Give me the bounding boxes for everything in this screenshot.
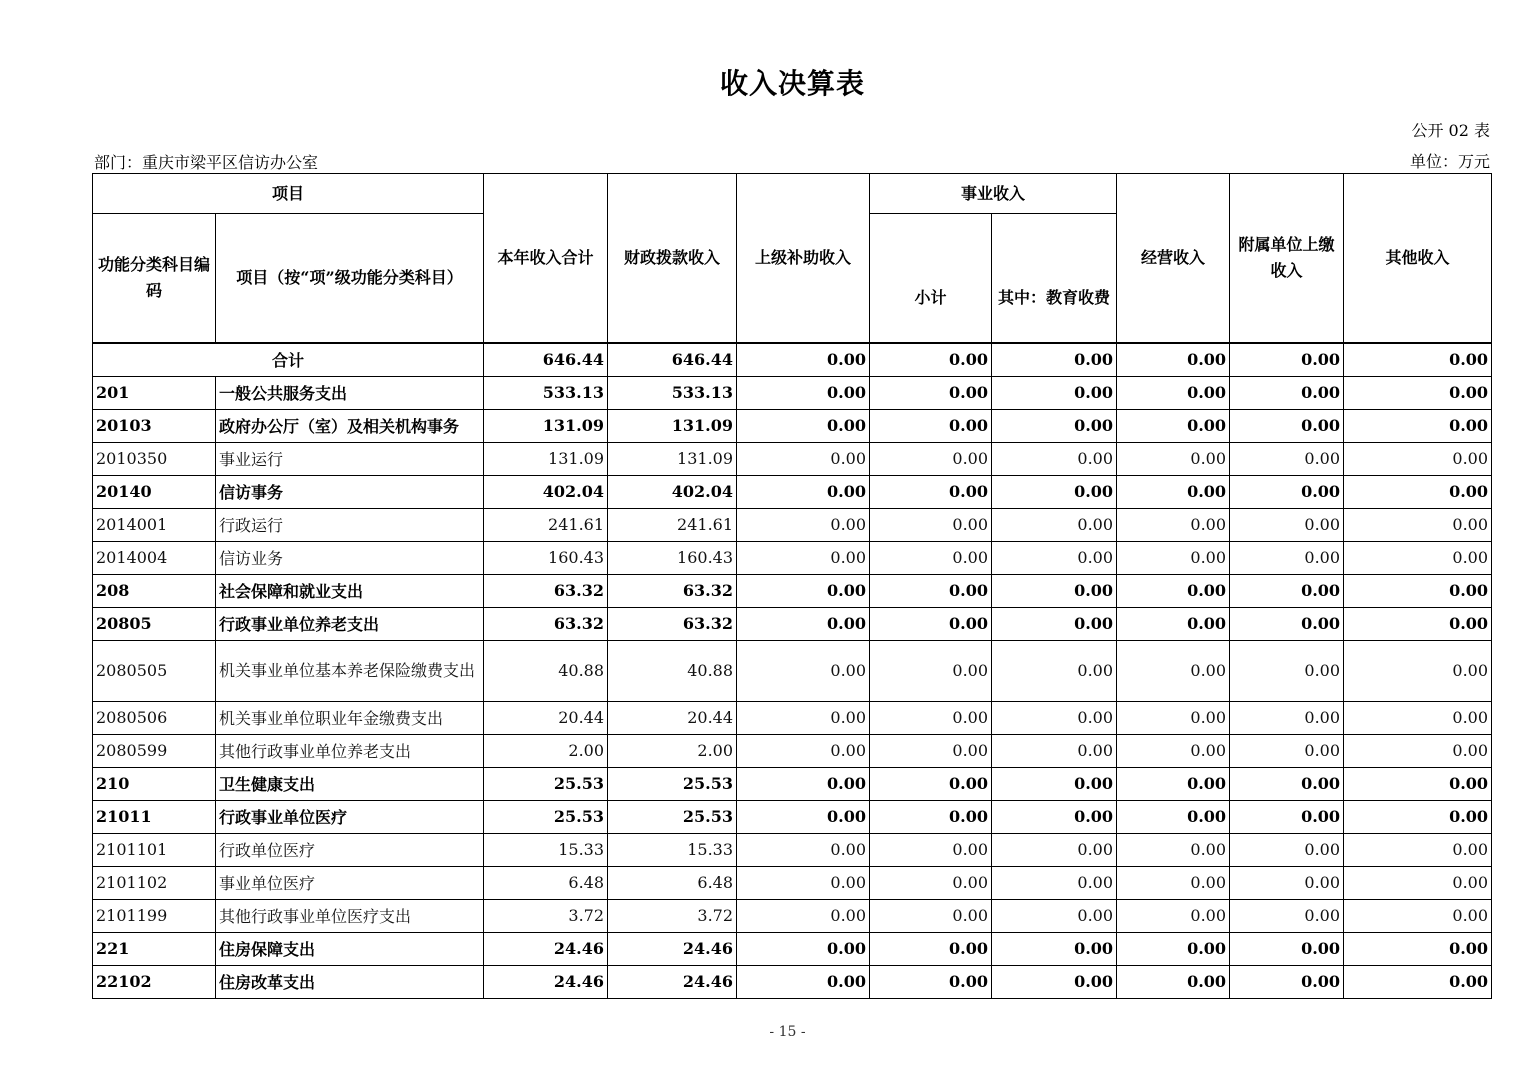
table-row — [93, 800, 1492, 833]
income-table — [92, 173, 1492, 999]
row-value: 0.00 — [1117, 574, 1230, 607]
row-value: 0.00 — [1344, 442, 1492, 475]
row-code: 208 — [93, 574, 216, 607]
row-value: 0.00 — [1230, 607, 1344, 640]
row-value: 0.00 — [1230, 475, 1344, 508]
row-code: 201 — [93, 376, 216, 409]
header-total: 本年收入合计 — [484, 174, 608, 343]
row-value: 0.00 — [737, 866, 870, 899]
row-name: 信访业务 — [216, 541, 484, 574]
row-value: 0.00 — [737, 541, 870, 574]
row-value: 63.32 — [608, 574, 737, 607]
row-code: 2101102 — [93, 866, 216, 899]
row-code: 221 — [93, 932, 216, 965]
row-value: 0.00 — [1230, 376, 1344, 409]
row-name: 事业单位医疗 — [216, 866, 484, 899]
row-value: 0.00 — [870, 701, 992, 734]
row-value: 160.43 — [608, 541, 737, 574]
row-value: 131.09 — [608, 409, 737, 442]
total-cell: 0.00 — [870, 343, 992, 377]
row-value: 0.00 — [737, 442, 870, 475]
row-value: 6.48 — [484, 866, 608, 899]
row-name: 信访事务 — [216, 475, 484, 508]
row-value: 0.00 — [992, 640, 1117, 701]
table-row — [93, 734, 1492, 767]
row-value: 0.00 — [870, 899, 992, 932]
row-value: 131.09 — [484, 442, 608, 475]
table-row — [93, 541, 1492, 574]
row-value: 0.00 — [1117, 376, 1230, 409]
row-value: 0.00 — [737, 833, 870, 866]
row-name: 机关事业单位职业年金缴费支出 — [216, 701, 484, 734]
row-code: 2080506 — [93, 701, 216, 734]
row-value: 241.61 — [608, 508, 737, 541]
form-number: 公开 02 表 — [1411, 121, 1490, 140]
row-code: 20805 — [93, 607, 216, 640]
row-value: 0.00 — [1117, 409, 1230, 442]
row-value: 0.00 — [737, 376, 870, 409]
unit-label: 单位：万元 — [1409, 152, 1490, 171]
row-value: 0.00 — [1344, 409, 1492, 442]
row-value: 0.00 — [1230, 409, 1344, 442]
row-value: 0.00 — [1117, 442, 1230, 475]
row-value: 533.13 — [608, 376, 737, 409]
row-value: 0.00 — [1344, 508, 1492, 541]
row-value: 0.00 — [870, 833, 992, 866]
row-value: 0.00 — [1230, 701, 1344, 734]
page-number: - 15 - — [769, 1024, 806, 1040]
table-row — [93, 475, 1492, 508]
row-value: 0.00 — [1344, 965, 1492, 998]
row-value: 0.00 — [992, 376, 1117, 409]
row-value: 0.00 — [737, 701, 870, 734]
row-value: 131.09 — [484, 409, 608, 442]
total-cell: 646.44 — [608, 343, 737, 377]
total-row — [93, 343, 1492, 377]
row-value: 402.04 — [608, 475, 737, 508]
row-value: 0.00 — [870, 409, 992, 442]
row-value: 0.00 — [1117, 965, 1230, 998]
row-value: 0.00 — [737, 899, 870, 932]
row-value: 0.00 — [870, 640, 992, 701]
table-body — [93, 343, 1492, 999]
header-code: 功能分类科目编码 — [93, 214, 216, 343]
row-value: 0.00 — [992, 734, 1117, 767]
row-value: 0.00 — [992, 800, 1117, 833]
row-value: 15.33 — [484, 833, 608, 866]
header-name: 项目（按“项”级功能分类科目） — [216, 214, 484, 343]
row-name: 卫生健康支出 — [216, 767, 484, 800]
row-value: 0.00 — [870, 541, 992, 574]
row-value: 20.44 — [608, 701, 737, 734]
row-value: 6.48 — [608, 866, 737, 899]
table-row — [93, 508, 1492, 541]
total-label: 合计 — [93, 343, 484, 377]
row-value: 0.00 — [1344, 833, 1492, 866]
row-value: 0.00 — [1117, 932, 1230, 965]
table-row — [93, 574, 1492, 607]
row-value: 0.00 — [1344, 640, 1492, 701]
row-code: 210 — [93, 767, 216, 800]
header-project: 项目 — [93, 174, 484, 214]
row-value: 0.00 — [870, 965, 992, 998]
row-code: 21011 — [93, 800, 216, 833]
row-value: 0.00 — [1230, 734, 1344, 767]
row-value: 0.00 — [1230, 508, 1344, 541]
row-value: 0.00 — [870, 574, 992, 607]
table-row — [93, 442, 1492, 475]
row-name: 事业运行 — [216, 442, 484, 475]
row-value: 0.00 — [992, 701, 1117, 734]
row-value: 2.00 — [608, 734, 737, 767]
row-value: 24.46 — [608, 932, 737, 965]
header-career: 事业收入 — [870, 174, 1117, 214]
row-value: 0.00 — [737, 409, 870, 442]
table-header — [93, 174, 1492, 343]
row-value: 0.00 — [1117, 607, 1230, 640]
row-value: 0.00 — [992, 442, 1117, 475]
row-value: 241.61 — [484, 508, 608, 541]
row-value: 0.00 — [1344, 899, 1492, 932]
row-value: 0.00 — [992, 574, 1117, 607]
row-code: 2014001 — [93, 508, 216, 541]
row-value: 0.00 — [870, 442, 992, 475]
row-value: 0.00 — [992, 833, 1117, 866]
row-value: 0.00 — [1230, 640, 1344, 701]
row-name: 住房改革支出 — [216, 965, 484, 998]
table-row — [93, 376, 1492, 409]
page-title: 收入决算表 — [719, 67, 865, 100]
header-subtotal: 小计 — [870, 214, 992, 343]
table-row — [93, 767, 1492, 800]
row-name: 行政运行 — [216, 508, 484, 541]
row-name: 政府办公厅（室）及相关机构事务 — [216, 409, 484, 442]
row-value: 0.00 — [1344, 574, 1492, 607]
row-code: 2010350 — [93, 442, 216, 475]
row-value: 0.00 — [870, 607, 992, 640]
header-business: 经营收入 — [1117, 174, 1230, 343]
row-name: 机关事业单位基本养老保险缴费支出 — [216, 640, 484, 701]
row-value: 63.32 — [484, 607, 608, 640]
department-label: 部门：重庆市梁平区信访办公室 — [94, 153, 319, 172]
row-value: 0.00 — [992, 409, 1117, 442]
table-row — [93, 833, 1492, 866]
row-value: 0.00 — [1117, 701, 1230, 734]
row-value: 0.00 — [1344, 607, 1492, 640]
row-value: 0.00 — [1344, 541, 1492, 574]
row-code: 22102 — [93, 965, 216, 998]
row-value: 0.00 — [1230, 833, 1344, 866]
row-value: 0.00 — [1117, 508, 1230, 541]
row-value: 0.00 — [1117, 800, 1230, 833]
row-value: 0.00 — [1230, 442, 1344, 475]
row-value: 0.00 — [737, 508, 870, 541]
row-value: 0.00 — [1117, 541, 1230, 574]
total-cell: 0.00 — [1117, 343, 1230, 377]
header-upper: 上级补助收入 — [737, 174, 870, 343]
table-row — [93, 701, 1492, 734]
row-value: 24.46 — [608, 965, 737, 998]
row-value: 0.00 — [870, 767, 992, 800]
table-row — [93, 932, 1492, 965]
row-value: 0.00 — [1344, 734, 1492, 767]
row-value: 0.00 — [737, 475, 870, 508]
row-value: 0.00 — [992, 475, 1117, 508]
row-value: 0.00 — [737, 640, 870, 701]
row-value: 0.00 — [1344, 376, 1492, 409]
row-value: 0.00 — [737, 800, 870, 833]
row-value: 0.00 — [1344, 475, 1492, 508]
row-value: 24.46 — [484, 932, 608, 965]
total-cell: 0.00 — [1230, 343, 1344, 377]
row-value: 0.00 — [737, 574, 870, 607]
row-value: 0.00 — [1117, 767, 1230, 800]
row-code: 2014004 — [93, 541, 216, 574]
row-value: 0.00 — [1230, 541, 1344, 574]
row-value: 0.00 — [1117, 899, 1230, 932]
row-value: 0.00 — [992, 508, 1117, 541]
row-value: 0.00 — [1117, 640, 1230, 701]
row-name: 住房保障支出 — [216, 932, 484, 965]
row-value: 131.09 — [608, 442, 737, 475]
row-value: 0.00 — [870, 866, 992, 899]
row-value: 0.00 — [737, 767, 870, 800]
row-value: 0.00 — [1230, 965, 1344, 998]
row-value: 0.00 — [1230, 932, 1344, 965]
row-code: 2101199 — [93, 899, 216, 932]
row-value: 0.00 — [737, 965, 870, 998]
row-value: 402.04 — [484, 475, 608, 508]
row-code: 20103 — [93, 409, 216, 442]
row-value: 0.00 — [1344, 767, 1492, 800]
row-value: 15.33 — [608, 833, 737, 866]
row-value: 0.00 — [1344, 701, 1492, 734]
row-value: 0.00 — [1117, 475, 1230, 508]
row-value: 0.00 — [1230, 899, 1344, 932]
row-value: 0.00 — [1230, 866, 1344, 899]
row-value: 0.00 — [992, 767, 1117, 800]
row-name: 社会保障和就业支出 — [216, 574, 484, 607]
row-name: 行政事业单位养老支出 — [216, 607, 484, 640]
total-cell: 0.00 — [737, 343, 870, 377]
row-value: 0.00 — [870, 932, 992, 965]
header-fiscal: 财政拨款收入 — [608, 174, 737, 343]
total-cell: 646.44 — [484, 343, 608, 377]
row-value: 2.00 — [484, 734, 608, 767]
row-code: 2080599 — [93, 734, 216, 767]
row-value: 40.88 — [608, 640, 737, 701]
row-value: 533.13 — [484, 376, 608, 409]
row-value: 25.53 — [484, 767, 608, 800]
row-value: 0.00 — [870, 475, 992, 508]
row-code: 20140 — [93, 475, 216, 508]
row-value: 0.00 — [1117, 866, 1230, 899]
row-value: 25.53 — [484, 800, 608, 833]
row-value: 0.00 — [737, 607, 870, 640]
header-other: 其他收入 — [1344, 174, 1492, 343]
row-value: 3.72 — [608, 899, 737, 932]
row-value: 25.53 — [608, 800, 737, 833]
row-value: 63.32 — [608, 607, 737, 640]
row-value: 20.44 — [484, 701, 608, 734]
row-value: 0.00 — [992, 541, 1117, 574]
row-code: 2080505 — [93, 640, 216, 701]
row-value: 63.32 — [484, 574, 608, 607]
row-value: 0.00 — [737, 932, 870, 965]
row-value: 0.00 — [1230, 800, 1344, 833]
row-value: 0.00 — [992, 866, 1117, 899]
row-name: 一般公共服务支出 — [216, 376, 484, 409]
row-value: 0.00 — [737, 734, 870, 767]
row-name: 行政事业单位医疗 — [216, 800, 484, 833]
row-value: 40.88 — [484, 640, 608, 701]
table-row — [93, 899, 1492, 932]
row-value: 0.00 — [992, 899, 1117, 932]
table-row — [93, 409, 1492, 442]
header-education: 其中：教育收费 — [992, 214, 1117, 343]
row-value: 0.00 — [992, 932, 1117, 965]
row-value: 25.53 — [608, 767, 737, 800]
table-row — [93, 965, 1492, 998]
table-row — [93, 866, 1492, 899]
row-value: 160.43 — [484, 541, 608, 574]
total-cell: 0.00 — [1344, 343, 1492, 377]
row-code: 2101101 — [93, 833, 216, 866]
row-value: 0.00 — [1344, 866, 1492, 899]
row-value: 24.46 — [484, 965, 608, 998]
row-value: 0.00 — [1344, 932, 1492, 965]
row-name: 其他行政事业单位养老支出 — [216, 734, 484, 767]
row-name: 其他行政事业单位医疗支出 — [216, 899, 484, 932]
row-value: 0.00 — [1344, 800, 1492, 833]
row-value: 0.00 — [870, 508, 992, 541]
table-row — [93, 607, 1492, 640]
row-value: 0.00 — [992, 607, 1117, 640]
row-value: 0.00 — [870, 734, 992, 767]
row-value: 3.72 — [484, 899, 608, 932]
row-value: 0.00 — [870, 376, 992, 409]
row-value: 0.00 — [1230, 767, 1344, 800]
row-value: 0.00 — [992, 965, 1117, 998]
row-value: 0.00 — [1117, 833, 1230, 866]
row-value: 0.00 — [1117, 734, 1230, 767]
table-row — [93, 640, 1492, 701]
total-cell: 0.00 — [992, 343, 1117, 377]
row-value: 0.00 — [1230, 574, 1344, 607]
header-affiliated: 附属单位上缴收入 — [1230, 174, 1344, 343]
row-value: 0.00 — [870, 800, 992, 833]
row-name: 行政单位医疗 — [216, 833, 484, 866]
